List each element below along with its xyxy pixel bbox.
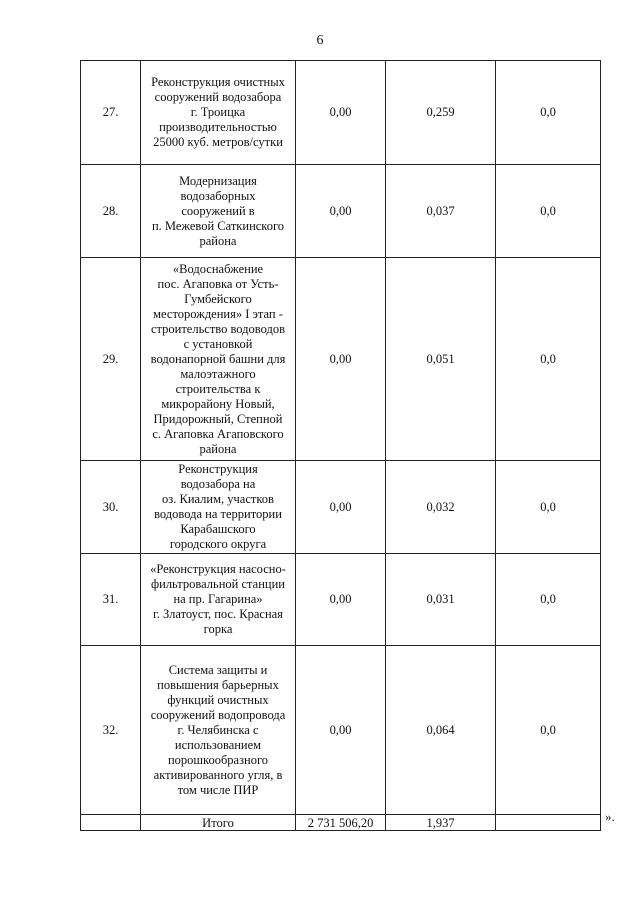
project-name: Система защиты и повышения барьерных функций очистных сооружений водопровода г. Челябинска с использованием порошкообразного активированного угля, в том числе ПИР — [141, 646, 296, 815]
value-col-1: 0,00 — [296, 165, 386, 258]
value-col-3: 0,0 — [496, 258, 601, 461]
table-row — [81, 258, 601, 461]
row-number: 31. — [81, 554, 141, 646]
value-col-2: 0,031 — [386, 554, 496, 646]
project-name: «Водоснабжение пос. Агаповка от Усть- Гумбейского месторождения» I этап - строительство водоводов с установкой водонапорной башни для малоэтажного строительства к микрорайону Новый, Придорожный, Степной с. Агаповка Агаповского района — [141, 258, 296, 461]
value-col-1: 0,00 — [296, 646, 386, 815]
projects-table — [80, 60, 601, 831]
value-col-2: 0,032 — [386, 461, 496, 554]
value-col-2: 0,037 — [386, 165, 496, 258]
total-value-1: 2 731 506,20 — [296, 815, 386, 831]
value-col-1: 0,00 — [296, 461, 386, 554]
project-name: «Реконструкция насосно- фильтровальной станции на пр. Гагарина» г. Златоуст, пос. Красная горка — [141, 554, 296, 646]
table-row — [81, 554, 601, 646]
total-row — [81, 815, 601, 831]
row-number: 29. — [81, 258, 141, 461]
value-col-3: 0,0 — [496, 461, 601, 554]
value-col-3: 0,0 — [496, 646, 601, 815]
value-col-1: 0,00 — [296, 258, 386, 461]
value-col-2: 0,259 — [386, 61, 496, 165]
total-value-3 — [496, 815, 601, 831]
page-number: 6 — [316, 33, 324, 48]
value-col-3: 0,0 — [496, 165, 601, 258]
total-label: Итого — [141, 815, 296, 831]
table-row — [81, 165, 601, 258]
value-col-3: 0,0 — [496, 61, 601, 165]
table-row — [81, 461, 601, 554]
row-number: 28. — [81, 165, 141, 258]
value-col-2: 0,064 — [386, 646, 496, 815]
total-number — [81, 815, 141, 831]
project-name: Модернизация водозаборных сооружений в п. Межевой Саткинского района — [141, 165, 296, 258]
closing-quote-mark: ». — [605, 809, 615, 824]
value-col-1: 0,00 — [296, 61, 386, 165]
project-name: Реконструкция водозабора на оз. Киалим, участков водовода на территории Карабашского городского округа — [141, 461, 296, 554]
value-col-1: 0,00 — [296, 554, 386, 646]
total-value-2: 1,937 — [386, 815, 496, 831]
table-row — [81, 61, 601, 165]
project-name: Реконструкция очистных сооружений водозабора г. Троицка производительностью 25000 куб. метров/сутки — [141, 61, 296, 165]
row-number: 30. — [81, 461, 141, 554]
value-col-3: 0,0 — [496, 554, 601, 646]
row-number: 27. — [81, 61, 141, 165]
value-col-2: 0,051 — [386, 258, 496, 461]
row-number: 32. — [81, 646, 141, 815]
table-row — [81, 646, 601, 815]
